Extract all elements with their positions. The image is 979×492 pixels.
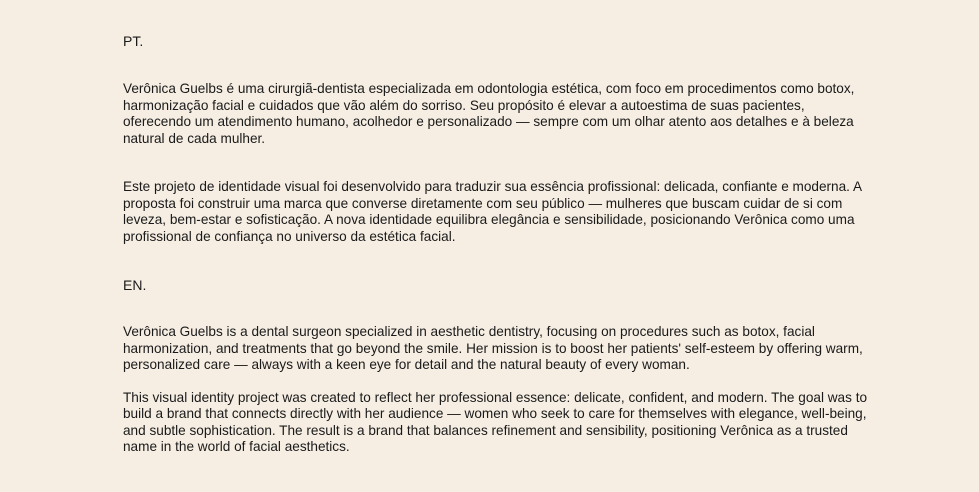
paragraph-en-intro: Verônica Guelbs is a dental surgeon specialized in aesthetic dentistry, focusing on procedures such as botox, facial harmonization, and treatments that go beyond the smile. Her mission is to boost her patients' self-esteem by offering warm, personalized care — always with a keen eye for detail and the natural beauty of every woman. — [123, 324, 863, 372]
section-label-en: EN. — [123, 277, 147, 293]
paragraph-pt-project: Este projeto de identidade visual foi desenvolvido para traduzir sua essência profissional: delicada, confiante e moderna. A proposta foi construir uma marca que converse diretamente com seu público — mulheres que buscam cuidar de si com leveza, bem-estar e sofisticação. A nova identidade equilibra elegância e sensibilidade, posicionando Verônica como uma profissional de confiança no universo da estética facial. — [123, 179, 862, 244]
paragraph-pt-intro: Verônica Guelbs é uma cirurgiã-dentista especializada em odontologia estética, com foco em procedimentos como botox, harmonização facial e cuidados que vão além do sorriso. Seu propósito é elevar a autoestima de suas pacientes, oferecendo um atendimento humano, acolhedor e personalizado — sempre com um olhar atento aos detalhes e à beleza natural de cada mulher. — [123, 81, 855, 146]
section-label-pt: PT. — [123, 33, 144, 49]
paragraph-en-project: This visual identity project was created to reflect her professional essence: delicate, confident, and modern. The goal was to build a brand that connects directly with her audience — women who seek to care for themselves with elegance, well-being, and subtle sophistication. The result is a brand that balances refinement and sensibility, positioning Verônica as a trusted name in the world of facial aesthetics. — [123, 389, 868, 454]
text-content — [123, 33, 868, 456]
